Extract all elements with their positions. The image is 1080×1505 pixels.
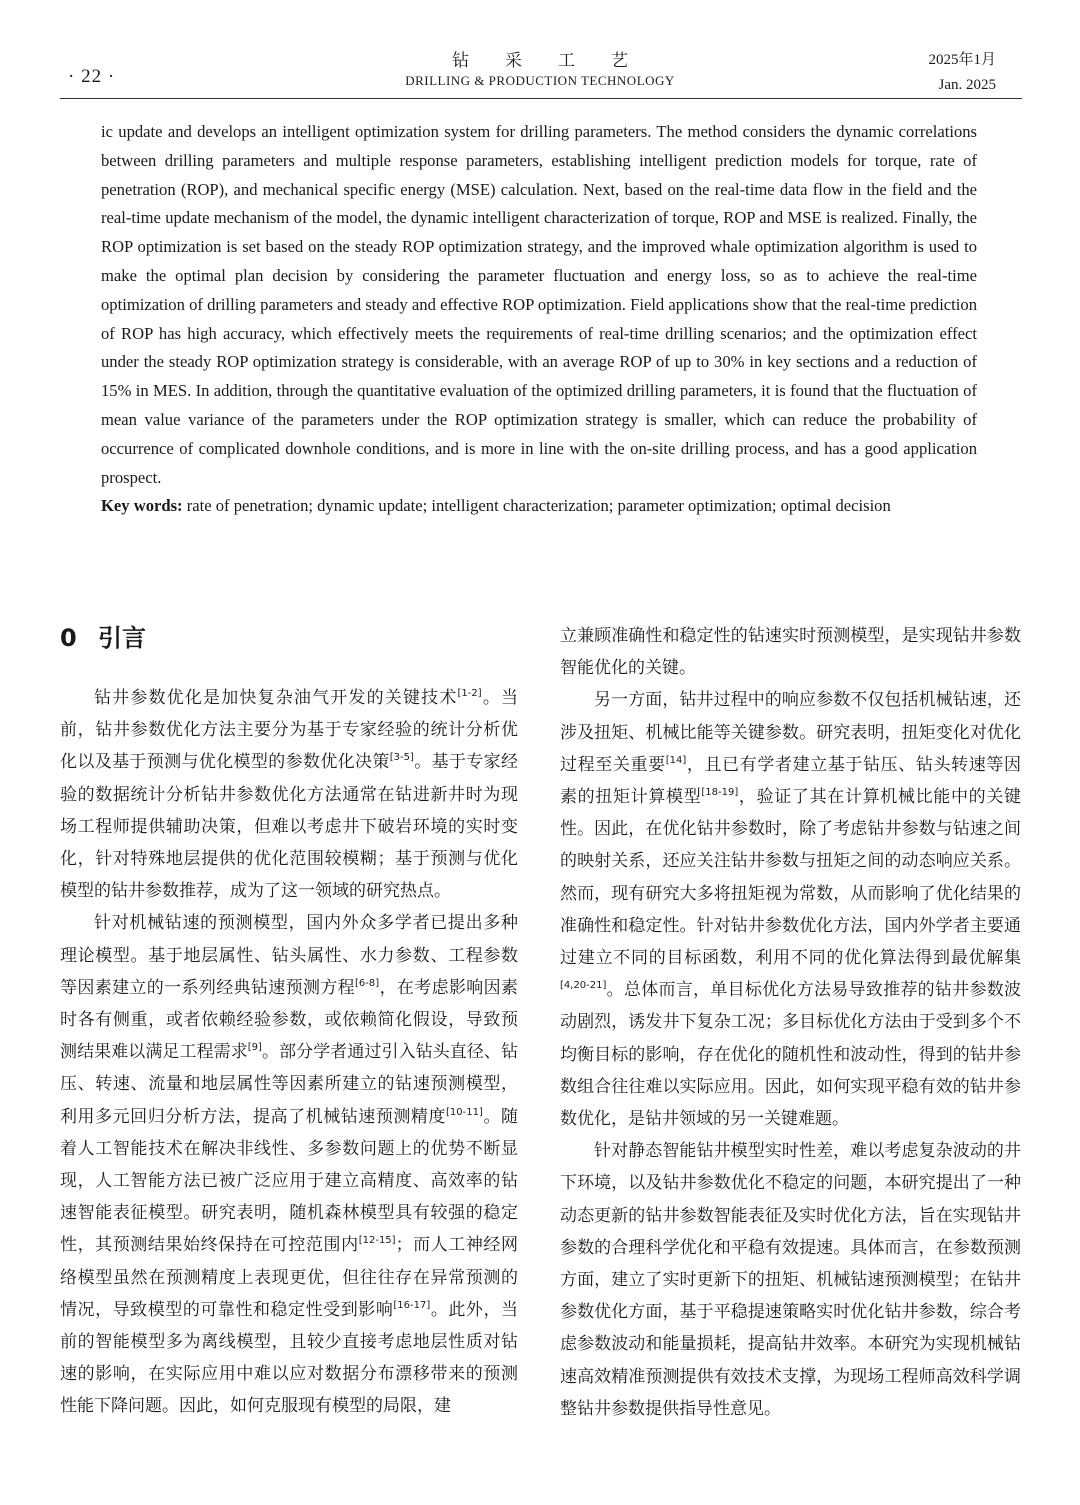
issue-date	[928, 48, 996, 98]
citation: [10-11]	[446, 1106, 483, 1118]
citation: [9]	[247, 1042, 262, 1054]
right-column	[560, 620, 1021, 1425]
paragraph: 钻井参数优化是加快复杂油气开发的关键技术[1-2]。当前，钻井参数优化方法主要分为基于专家经验的统计分析优化以及基于预测与优化模型的参数优化决策[3-5]。基于专家经验的数据统计分析钻井参数优化方法通常在钻进新井时为现场工程师提供辅助决策，但难以考虑井下破岩环境的实时变化，针对特殊地层提供的优化范围较模糊；基于预测与优化模型的钻井参数推荐，成为了这一领域的研究热点。	[60, 688, 519, 902]
page-number: · 22 ·	[68, 66, 116, 87]
citation: [16-17]	[393, 1299, 431, 1311]
abstract-block	[101, 118, 977, 521]
abstract-text: ic update and develops an intelligent optimization system for drilling parameters. The method considers the dynamic correlations between drilling parameters and multiple response parameters, establishing intelligent prediction models for torque, rate of penetration (ROP), and mechanical specific energy (MSE) calculation. Next, based on the real-time data flow in the field and the real-time update mechanism of the model, the dynamic intelligent characterization of torque, ROP and MSE is realized. Finally, the ROP optimization is set based on the steady ROP optimization strategy, and the improved whale optimization algorithm is used to make the optimal plan decision by considering the parameter fluctuation and energy loss, so as to achieve the real-time optimization of drilling parameters and steady and effective ROP optimization. Field applications show that the real-time prediction of ROP has high accuracy, which effectively meets the requirements of real-time drilling scenarios; and the optimization effect under the steady ROP optimization strategy is considerable, with an average ROP of up to 30% in key sections and a reduction of 15% in MES. In addition, through the quantitative evaluation of the optimized drilling parameters, it is found that the fluctuation of mean value variance of the parameters under the ROP optimization strategy is smaller, which can reduce the probability of occurrence of complicated downhole conditions, and is more in line with the on-site drilling process, and has a good application prospect.	[101, 122, 977, 487]
issue-date-cn: 2025年1月	[928, 52, 996, 68]
citation: [4,20-21]	[560, 980, 607, 992]
journal-title-cn: 钻采工艺	[452, 51, 664, 71]
citation: [14]	[665, 754, 687, 766]
keywords-text: rate of penetration; dynamic update; intelligent characterization; parameter optimization; optimal decision	[186, 496, 891, 516]
left-column	[60, 618, 518, 1423]
citation: [18-19]	[701, 787, 739, 799]
keywords-label: Key words:	[101, 496, 183, 516]
paragraph: 针对静态智能钻井模型实时性差，难以考虑复杂波动的井下环境，以及钻井参数优化不稳定的问题，本研究提出了一种动态更新的钻井参数智能表征及实时优化方法，旨在实现钻井参数的合理科学优化和平稳有效提速。具体而言，在参数预测方面，建立了实时更新下的扭矩、机械钻速预测模型；在钻井参数优化方面，基于平稳提速策略实时优化钻井参数，综合考虑参数波动和能量损耗，提高钻井效率。本研究为实现机械钻速高效精准预测提供有效技术支撑，为现场工程师高效科学调整钻井参数提供指导性意见。	[560, 1141, 1021, 1419]
section-title: 引言	[98, 624, 146, 652]
header-divider	[60, 98, 1022, 99]
citation: [3-5]	[389, 752, 414, 764]
page-header	[0, 0, 1080, 100]
keywords-line	[101, 492, 977, 521]
issue-date-en: Jan. 2025	[938, 77, 996, 93]
paragraph-continued: 立兼顾准确性和稳定性的钻速实时预测模型，是实现钻井参数智能优化的关键。	[560, 626, 1021, 679]
paragraph: 针对机械钻速的预测模型，国内外众多学者已提出多种理论模型。基于地层属性、钻头属性、水力参数、工程参数等因素建立的一系列经典钻速预测方程[6-8]，在考虑影响因素时各有侧重，或者依赖经验参数，或依赖简化假设，导致预测结果难以满足工程需求[9]。部分学者通过引入钻头直径、钻压、转速、流量和地层属性等因素所建立的钻速预测模型，利用多元回归分析方法，提高了机械钻速预测精度[10-11]。随着人工智能技术在解决非线性、多参数问题上的优势不断显现，人工智能方法已被广泛应用于建立高精度、高效率的钻速智能表征模型。研究表明，随机森林模型具有较强的稳定性，其预测结果始终保持在可控范围内[12-15]；而人工神经网络模型虽然在预测精度上表现更优，但往往存在异常预测的情况，导致模型的可靠性和稳定性受到影响[16-17]。此外，当前的智能模型多为离线模型，且较少直接考虑地层性质对钻速的影响，在实际应用中难以应对数据分布漂移带来的预测性能下降问题。因此，如何克服现有模型的局限，建	[60, 913, 519, 1417]
citation: [1-2]	[457, 688, 482, 699]
citation: [12-15]	[358, 1235, 396, 1247]
section-heading	[60, 618, 518, 658]
section-number: 0	[60, 624, 77, 652]
paragraph: 另一方面，钻井过程中的响应参数不仅包括机械钻速，还涉及扭矩、机械比能等关键参数。研究表明，扭矩变化对优化过程至关重要[14]，且已有学者建立基于钻压、钻头转速等因素的扭矩计算模型[18-19]，验证了其在计算机械比能中的关键性。因此，在优化钻井参数时，除了考虑钻井参数与钻速之间的映射关系，还应关注钻井参数与扭矩之间的动态响应关系。然而，现有研究大多将扭矩视为常数，从而影响了优化结果的准确性和稳定性。针对钻井参数优化方法，国内外学者主要通过建立不同的目标函数，利用不同的优化算法得到最优解集[4,20-21]。总体而言，单目标优化方法易导致推荐的钻井参数波动剧烈，诱发井下复杂工况；多目标优化方法由于受到多个不均衡目标的影响，存在优化的随机性和波动性，得到的钻井参数组合往往难以实际应用。因此，如何实现平稳有效的钻井参数优化，是钻井领域的另一关键难题。	[560, 690, 1022, 1130]
journal-title-en: DRILLING & PRODUCTION TECHNOLOGY	[405, 73, 675, 88]
citation: [6-8]	[355, 977, 380, 989]
